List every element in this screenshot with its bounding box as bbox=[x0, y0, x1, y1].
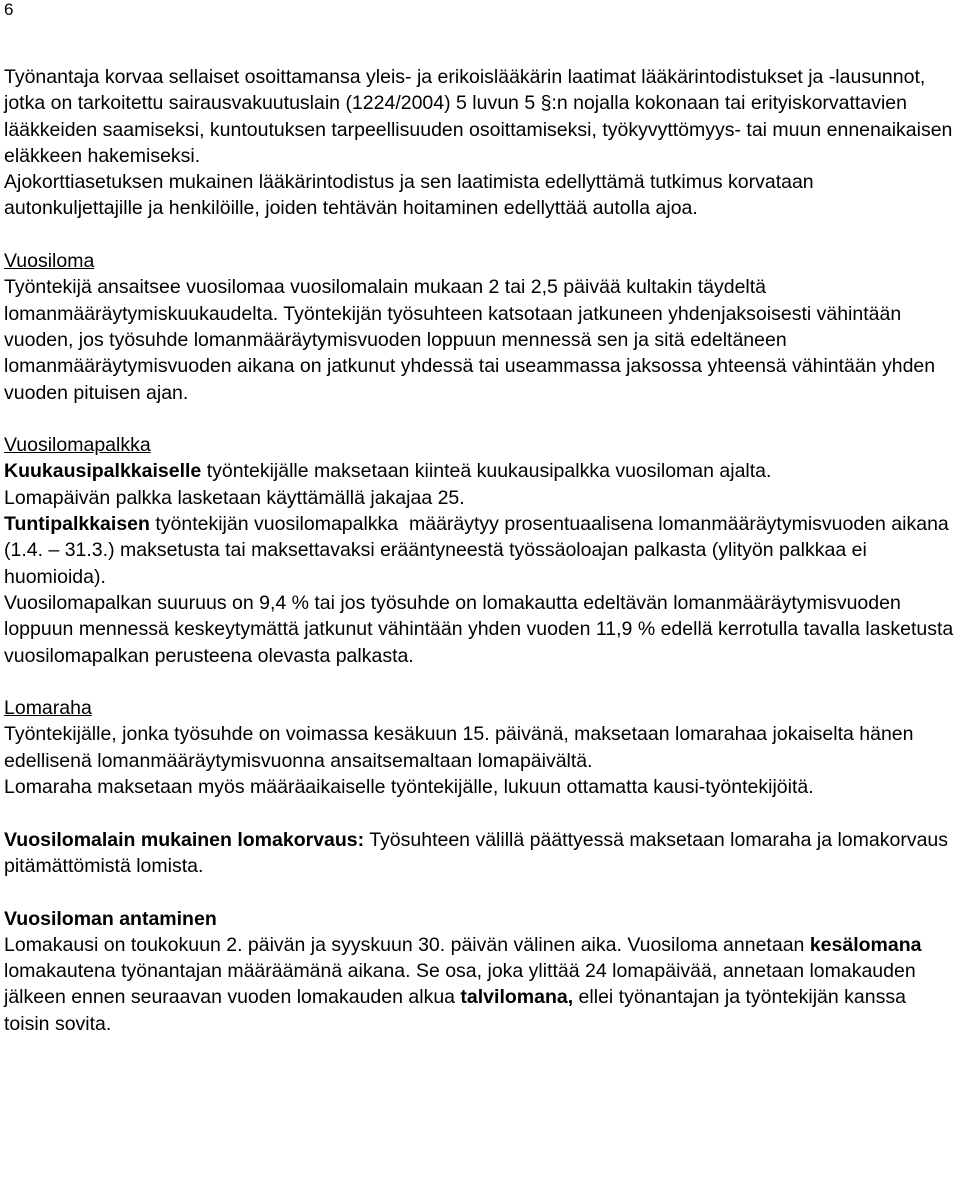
vuosilomapalkka-paragraph-3 bbox=[4, 511, 954, 590]
document-body bbox=[4, 64, 954, 1037]
spacer bbox=[4, 800, 954, 826]
lomaraha-heading: Lomaraha bbox=[4, 697, 92, 720]
vuosilomapalkka-heading: Vuosilomapalkka bbox=[4, 434, 151, 457]
spacer bbox=[4, 406, 954, 432]
vuosilomapalkka-paragraph-4: Vuosilomapalkan suuruus on 9,4 % tai jos työsuhde on lomakautta edeltävän lomanmääräytymisvuoden loppuun mennessä keskeytymättä jatkunut vähintään yhden vuoden 11,9 % edellä kerrotulla tavalla lasketusta vuosilomapalkan perusteena olevasta palkasta. bbox=[4, 591, 954, 667]
vuosiloma-heading: Vuosiloma bbox=[4, 250, 95, 273]
antaminen-paragraph bbox=[4, 932, 954, 1037]
spacer bbox=[4, 879, 954, 905]
antaminen-text-3: ellei työnantajan ja työntekijän kanssa toisin sovita. bbox=[4, 986, 906, 1035]
lomakorvaus-term: Vuosilomalain mukainen lomakorvaus: bbox=[4, 828, 365, 851]
antaminen-term-talviloma: talvilomana, bbox=[460, 986, 574, 1009]
vuosilomapalkka-paragraph-3-text: työntekijän vuosilomapalkka määräytyy prosentuaalisena lomanmääräytymisvuoden aikana (1.4. – 31.3.) maksetusta tai maksettavaksi erääntyneestä työssäoloajan palkasta (ylityön palkkaa ei huomioida). bbox=[4, 513, 955, 588]
antaminen-term-kesaloma: kesälomana bbox=[809, 933, 922, 956]
lomakorvaus-text: Työsuhteen välillä päättyessä maksetaan lomaraha ja lomakorvaus pitämättömistä lomista. bbox=[4, 828, 949, 877]
vuosilomapalkka-term-tuntipalkkainen: Tuntipalkkaisen bbox=[4, 513, 150, 536]
antaminen-text-2: lomakautena työnantajan määräämänä aikana. Se osa, joka ylittää 24 lomapäivää, annetaan lomakauden jälkeen ennen seuraavan vuoden lomakauden alkua bbox=[4, 960, 916, 1009]
intro-paragraph-1: Työnantaja korvaa sellaiset osoittamansa yleis- ja erikoislääkärin laatimat lääkärintodistukset ja -lausunnot, jotka on tarkoitettu sairausvakuutuslain (1224/2004) 5 luvun 5 §:n nojalla kokonaan tai erityiskorvattavien lääkkeiden saamiseksi, kuntoutuksen tarpeellisuuden osoittamiseksi, työkyvyttömyys- tai muun ennenaikaisen eläkkeen hakemiseksi. bbox=[4, 66, 953, 167]
spacer bbox=[4, 669, 954, 695]
antaminen-heading-text: Vuosiloman antaminen bbox=[4, 907, 217, 930]
antaminen-heading bbox=[4, 906, 954, 932]
antaminen-text-1: Lomakausi on toukokuun 2. päivän ja syyskuun 30. päivän välinen aika. Vuosiloma annetaan bbox=[4, 933, 810, 956]
vuosiloma-paragraph: Työntekijä ansaitsee vuosilomaa vuosilomalain mukaan 2 tai 2,5 päivää kultakin täydeltä lomanmääräytymiskuukaudelta. Työntekijän työsuhteen katsotaan jatkuneen yhdenjaksoisesti vähintään vuoden, jos työsuhde lomanmääräytymisvuoden loppuun mennessä sen ja sitä edeltäneen lomanmääräytymisvuoden aikana on jatkunut yhdessä tai useammassa jaksossa yhteensä vähintään yhden vuoden pituisen ajan. bbox=[4, 276, 936, 404]
page-number: 6 bbox=[4, 0, 14, 19]
intro-paragraph-2: Ajokorttiasetuksen mukainen lääkärintodistus ja sen laatimista edellyttämä tutkimus korvataan autonkuljettajille ja henkilöille, joiden tehtävän hoitaminen edellyttää autolla ajoa. bbox=[4, 171, 814, 220]
lomaraha-paragraph-2: Lomaraha maksetaan myös määräaikaiselle työntekijälle, lukuun ottamatta kausi-työntekijöitä. bbox=[4, 776, 814, 799]
vuosilomapalkka-term-kuukausipalkkainen: Kuukausipalkkaiselle bbox=[4, 460, 202, 483]
vuosilomapalkka-paragraph-2: Lomapäivän palkka lasketaan käyttämällä jakajaa 25. bbox=[4, 486, 465, 509]
vuosilomapalkka-paragraph-1-text: työntekijälle maksetaan kiinteä kuukausipalkka vuosiloman ajalta. bbox=[201, 460, 772, 483]
vuosilomapalkka-paragraph-1 bbox=[4, 458, 954, 484]
spacer bbox=[4, 222, 954, 248]
lomaraha-paragraph-1: Työntekijälle, jonka työsuhde on voimassa kesäkuun 15. päivänä, maksetaan lomarahaa jokaiselta hänen edellisenä lomanmääräytymisvuonna ansaitsemaltaan lomapäivältä. bbox=[4, 723, 914, 772]
lomakorvaus-paragraph bbox=[4, 827, 954, 880]
